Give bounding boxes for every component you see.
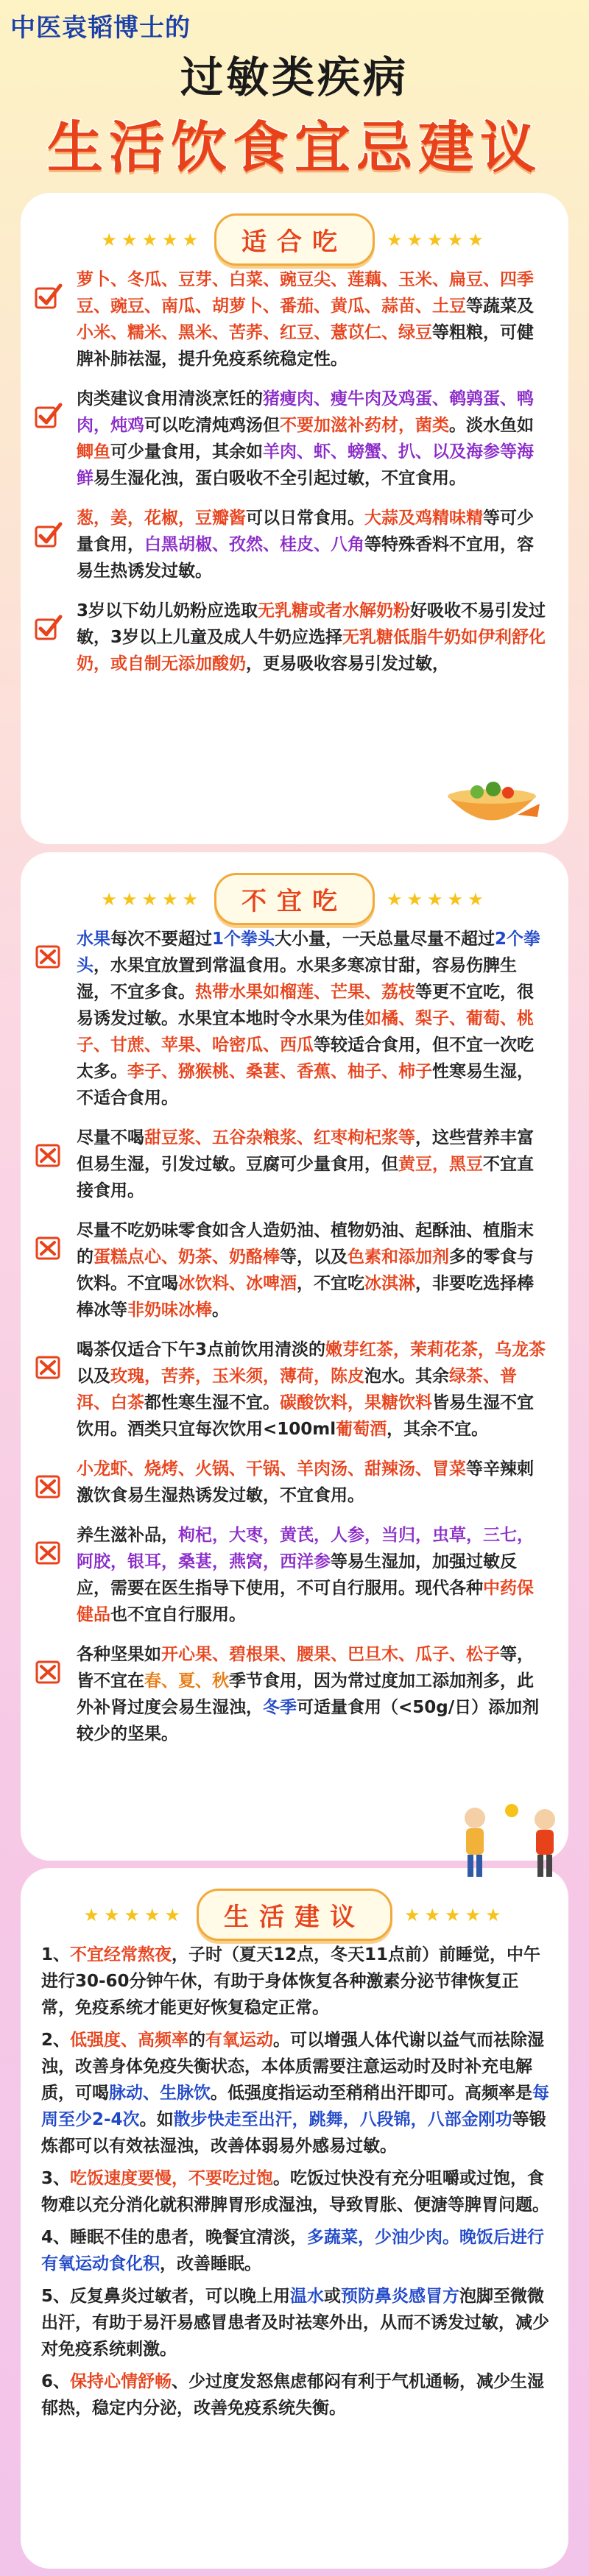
text-segment: 冰淇淋 <box>364 1274 415 1293</box>
checkbox-cross-icon <box>34 1353 63 1382</box>
text-segment: 水果 <box>77 930 110 949</box>
text-segment: 6、 <box>41 2372 71 2391</box>
text-segment: 蛋糕点心、奶茶、奶酪棒 <box>94 1248 280 1267</box>
text-segment: 可适量食用（<50g/日）添加剂较少的坚果。 <box>77 1698 540 1744</box>
text-segment: 好吸收不易引发过敏，3岁以上儿童及成人牛奶应选择 <box>77 601 546 647</box>
text-segment: 中药保健品 <box>77 1579 534 1624</box>
checkbox-checked-icon <box>34 614 63 643</box>
checkbox-cross-icon <box>34 1538 63 1568</box>
text-segment: 1个拳头 <box>212 930 275 949</box>
text-segment: 可以吃清炖鸡汤但 <box>144 416 280 435</box>
unsuitable-header <box>21 873 568 925</box>
text-segment: 等特殊香料不宜用，容易生热诱发过敏。 <box>77 535 534 581</box>
advice-item <box>41 2368 549 2421</box>
text-segment: 吃饭速度要慢，不要吃过饱 <box>70 2169 274 2188</box>
text-segment: 等，以及 <box>280 1248 348 1267</box>
text-segment: 等更不宜吃，很易诱发过敏。 <box>77 983 534 1028</box>
text-segment: 脉动、生脉饮 <box>109 2084 211 2103</box>
text-segment: 等粗粮，可健脾补肺祛湿，提升免疫系统稳定性。 <box>77 323 534 369</box>
text-segment: 。淡水鱼如 <box>449 416 534 435</box>
text-segment: ，这些营养丰富但易生湿，引发过敏。豆腐可少量食用，但 <box>77 1128 534 1174</box>
text-segment: 有氧运动 <box>205 2031 274 2050</box>
text-segment: 无乳糖或者水解奶粉 <box>258 601 411 620</box>
text-segment: 各种坚果如 <box>77 1645 161 1664</box>
text-segment: 不宜直接食用。 <box>77 1155 534 1200</box>
text-segment: 。低强度指运动至稍稍出汗即可。高频率是 <box>211 2084 532 2103</box>
unsuitable-item <box>31 1522 546 1628</box>
text-segment: 可少量食用，其余如 <box>110 442 263 461</box>
text-segment: 尽量不喝 <box>77 1128 144 1147</box>
star-icons-right: ★★★★★ <box>387 229 488 250</box>
text-segment: 春、夏、秋 <box>144 1671 229 1691</box>
text-segment: 无乳糖低脂牛奶如伊利舒化奶，或自制无添加酸奶 <box>77 628 546 673</box>
text-segment: 葱，姜，花椒，豆瓣酱 <box>77 509 246 528</box>
text-segment: 多的零食与饮料。不宜喝 <box>77 1248 534 1293</box>
text-segment: 等，皆不宜在 <box>77 1645 534 1691</box>
text-segment: 养生滋补品， <box>77 1526 178 1545</box>
text-segment: 、少过度发怒焦虑郁闷有利于气机通畅，减少生湿郁热，稳定内分泌，改善免疫系统失衡。 <box>41 2372 545 2418</box>
text-segment: 不要加滋补药材，菌类 <box>280 416 449 435</box>
text-segment: 或 <box>324 2287 342 2306</box>
text-segment: 冰饮料、冰啤酒 <box>178 1274 297 1293</box>
text-segment: 也不宜自行服用。 <box>110 1605 246 1624</box>
text-segment: 喝茶仅适合下午3点前饮用清淡的 <box>77 1340 326 1359</box>
text-segment: 3、 <box>41 2169 71 2188</box>
checkbox-checked-icon <box>34 521 63 551</box>
text-segment: 大蒜及鸡精味精 <box>364 509 483 528</box>
text-segment: ，改善睡眠。 <box>160 2254 261 2274</box>
text-segment: 白黑胡椒、孜然、桂皮、八角 <box>144 535 364 554</box>
text-segment: ，水果宜放置到常温食用。水果多寒凉甘甜，容易伤脾生湿，不宜多食。 <box>77 956 517 1002</box>
text-segment: 。 <box>212 1301 229 1320</box>
text-segment: 5、反复鼻炎过敏者，可以晚上用 <box>41 2287 291 2306</box>
star-icons-left: ★★★★★ <box>101 888 202 910</box>
text-segment: 等较适合食用，但不宜一次吃太多。 <box>77 1036 534 1081</box>
unsuitable-item <box>31 1456 546 1509</box>
text-segment: 3岁以下幼儿奶粉应选取 <box>77 601 258 620</box>
text-segment: ，非要吃选择棒棒冰等 <box>77 1274 534 1320</box>
text-segment: 1、 <box>41 1945 71 1964</box>
advice-item <box>41 2165 549 2218</box>
text-segment: 等蔬菜及 <box>466 297 534 316</box>
text-segment: 萝卜、冬瓜、豆芽、白菜、豌豆尖、莲藕、玉米、扁豆、四季豆、豌豆、南瓜、胡萝卜、番茄、黄瓜、蒜苗、土豆 <box>77 270 534 316</box>
star-icons-right: ★★★★★ <box>387 888 488 910</box>
text-segment: 皆易生湿不宜饮用。酒类只宜每次饮用<100ml <box>77 1393 534 1439</box>
suitable-item <box>31 386 546 492</box>
header <box>0 0 589 188</box>
text-segment: 。可以增强人体代谢以益气而祛除湿浊，改善身体免疫失衡状态，本体质需要注意运动时及时补充电解质，可喝 <box>41 2031 545 2103</box>
text-segment: 热带水果如榴莲、芒果、荔枝 <box>195 983 415 1002</box>
unsuitable-card <box>21 852 568 1861</box>
text-segment: 以及 <box>77 1367 110 1386</box>
text-segment: ，更易吸收容易引发过敏， <box>246 654 449 673</box>
text-segment: 等辛辣刺激饮食易生湿热诱发过敏，不宜食用。 <box>77 1459 534 1505</box>
text-segment: 2、 <box>41 2031 71 2050</box>
page-title: 过敏类疾病 <box>180 52 409 102</box>
checkbox-cross-icon <box>34 942 63 972</box>
checkbox-cross-icon <box>34 1657 63 1687</box>
text-segment: 色素和添加剂 <box>348 1248 449 1267</box>
text-segment: 碳酸饮料，果糖饮料 <box>280 1393 432 1412</box>
text-segment: 水果宜本地时令水果为佳 <box>178 1009 364 1028</box>
text-segment: ，不宜吃 <box>297 1274 364 1293</box>
text-segment: 都性寒生湿不宜。 <box>144 1393 280 1412</box>
text-segment: 李子、猕猴桃、桑葚、香蕉、柚子、柿子 <box>127 1062 432 1081</box>
text-segment: 。如 <box>139 2110 174 2129</box>
text-segment: 温水 <box>290 2287 325 2306</box>
text-segment: 低强度、高频率 <box>70 2031 189 2050</box>
unsuitable-item <box>31 926 546 1111</box>
text-segment: 不宜经常熬夜 <box>70 1945 172 1964</box>
text-segment: 的 <box>188 2031 206 2050</box>
text-segment: 尽量不吃奶味零食如含人造奶油、植物奶油、起酥油、植脂末的 <box>77 1221 534 1267</box>
text-segment: 季节食用，因为常过度加工添加剂多，此外补肾过度会易生湿浊， <box>77 1671 534 1717</box>
text-segment: 每次不要超过 <box>110 930 212 949</box>
text-segment: 散步快走至出汗，跳舞，八段锦，八部金刚功 <box>173 2110 512 2129</box>
checkbox-cross-icon <box>34 1234 63 1263</box>
brand-title: 中医袁韬博士的 <box>10 13 191 43</box>
text-segment: 葡萄酒 <box>336 1420 387 1439</box>
suitable-title: 适合吃 <box>214 213 375 266</box>
text-segment: 2个拳头 <box>77 930 541 975</box>
text-segment: 等易生湿加，加强过敏反应，需要在医生指导下使用，不可自行服用。现代各种 <box>77 1552 517 1598</box>
suitable-list <box>31 266 546 690</box>
unsuitable-list <box>31 926 546 1761</box>
text-segment: 等可少量食用， <box>77 509 534 554</box>
unsuitable-item <box>31 1125 546 1204</box>
text-segment: 甜豆浆、五谷杂粮浆、红枣枸杞浆等 <box>144 1128 415 1147</box>
checkbox-cross-icon <box>34 1141 63 1170</box>
text-segment: 。吃饭过快没有充分咀嚼或过饱，食物难以充分消化就积滞脾胃形成湿浊，导致胃胀、便溏等脾胃问题。 <box>41 2169 549 2215</box>
text-segment: 大小量，一天总量尽量不超过 <box>275 930 495 949</box>
text-segment: 绿茶、普洱、白茶 <box>77 1367 517 1412</box>
text-segment: 每周至少2-4次 <box>41 2084 549 2129</box>
unsuitable-title: 不宜吃 <box>214 873 375 925</box>
text-segment: 嫩芽红茶，茉莉花茶，乌龙茶 <box>325 1340 546 1359</box>
advice-card <box>21 1868 568 2569</box>
checkbox-checked-icon <box>34 283 63 312</box>
text-segment: 多蔬菜，少油少肉。晚饭后进行有氧运动食化积 <box>41 2228 545 2274</box>
text-segment: 玫瑰，苦荞，玉米须，薄荷，陈皮 <box>110 1367 364 1386</box>
advice-item <box>41 2027 549 2159</box>
unsuitable-item <box>31 1217 546 1323</box>
food-bowl-icon <box>440 774 543 833</box>
text-segment: 小龙虾、烧烤、火锅、干锅、羊肉汤、甜辣汤、冒菜 <box>77 1459 466 1479</box>
text-segment: 可以日常食用。 <box>246 509 364 528</box>
text-segment: 非奶味冰棒 <box>127 1301 212 1320</box>
star-icons-right: ★★★★★ <box>404 1904 506 1925</box>
advice-list <box>41 1942 549 2427</box>
checkbox-checked-icon <box>34 402 63 431</box>
unsuitable-item <box>31 1641 546 1747</box>
suitable-card <box>21 193 568 844</box>
text-segment: 保持心情舒畅 <box>70 2372 172 2391</box>
text-segment: ，子时（夏天12点，冬天11点前）前睡觉，中午进行30-60分钟午休，有助于身体恢复各种激素分泌节律恢复正常，免疫系统才能更好恢复稳定正常。 <box>41 1945 541 2017</box>
text-segment: 泡水。其余 <box>364 1367 449 1386</box>
advice-item <box>41 1942 549 2021</box>
text-segment: 开心果、碧根果、腰果、巴旦木、瓜子、松子 <box>161 1645 500 1664</box>
text-segment: ，其余不宜。 <box>387 1420 489 1439</box>
suitable-header <box>21 213 568 266</box>
advice-item <box>41 2283 549 2363</box>
text-segment: 黄豆，黑豆 <box>398 1155 483 1174</box>
suitable-item <box>31 505 546 584</box>
suitable-item <box>31 266 546 372</box>
text-segment: 枸杞，大枣，黄芪，人参，当归，虫草，三七，阿胶，银耳，桑葚，燕窝，西洋参 <box>77 1526 534 1571</box>
text-segment: 等锻炼都可以有效祛湿浊，改善体弱易外感易过敏。 <box>41 2110 546 2156</box>
text-segment: 猪瘦肉、瘦牛肉及鸡蛋、鹌鹑蛋、鸭肉，炖鸡 <box>77 389 534 435</box>
text-segment: 性寒易生湿，不适合食用。 <box>77 1062 534 1108</box>
unsuitable-item <box>31 1337 546 1443</box>
checkbox-cross-icon <box>34 1472 63 1501</box>
star-icons-left: ★★★★★ <box>83 1904 185 1925</box>
suitable-item <box>31 598 546 677</box>
text-segment: 小米、糯米、黑米、苦荞、红豆、薏苡仁、绿豆 <box>77 323 432 342</box>
text-segment: 预防鼻炎感冒方 <box>341 2287 460 2306</box>
text-segment: 羊肉、虾、螃蟹、扒、以及海参等海鲜 <box>77 442 534 488</box>
text-segment: 易生湿化浊，蛋白吸收不全引起过敏，不宜食用。 <box>94 469 466 488</box>
advice-title: 生活建议 <box>197 1889 392 1941</box>
advice-header <box>21 1889 568 1941</box>
text-segment: 肉类建议食用清淡烹饪的 <box>77 389 263 408</box>
text-segment: 4、睡眠不佳的患者，晚餐宜清淡， <box>41 2228 308 2247</box>
star-icons-left: ★★★★★ <box>101 229 202 250</box>
text-segment: 冬季 <box>263 1698 297 1717</box>
text-segment: 鲫鱼 <box>77 442 110 461</box>
text-segment: 泡脚至微微出汗，有助于易汗易感冒患者及时祛寒外出，从而不诱发过敏，减少对免疫系统刺激。 <box>41 2287 549 2359</box>
kids-playing-icon <box>442 1796 582 1884</box>
advice-item <box>41 2224 549 2277</box>
page-subtitle: 生活饮食宜忌建议 <box>47 115 542 180</box>
text-segment: 如橘、梨子、葡萄、桃子、甘蔗、苹果、哈密瓜、西瓜 <box>77 1009 534 1055</box>
